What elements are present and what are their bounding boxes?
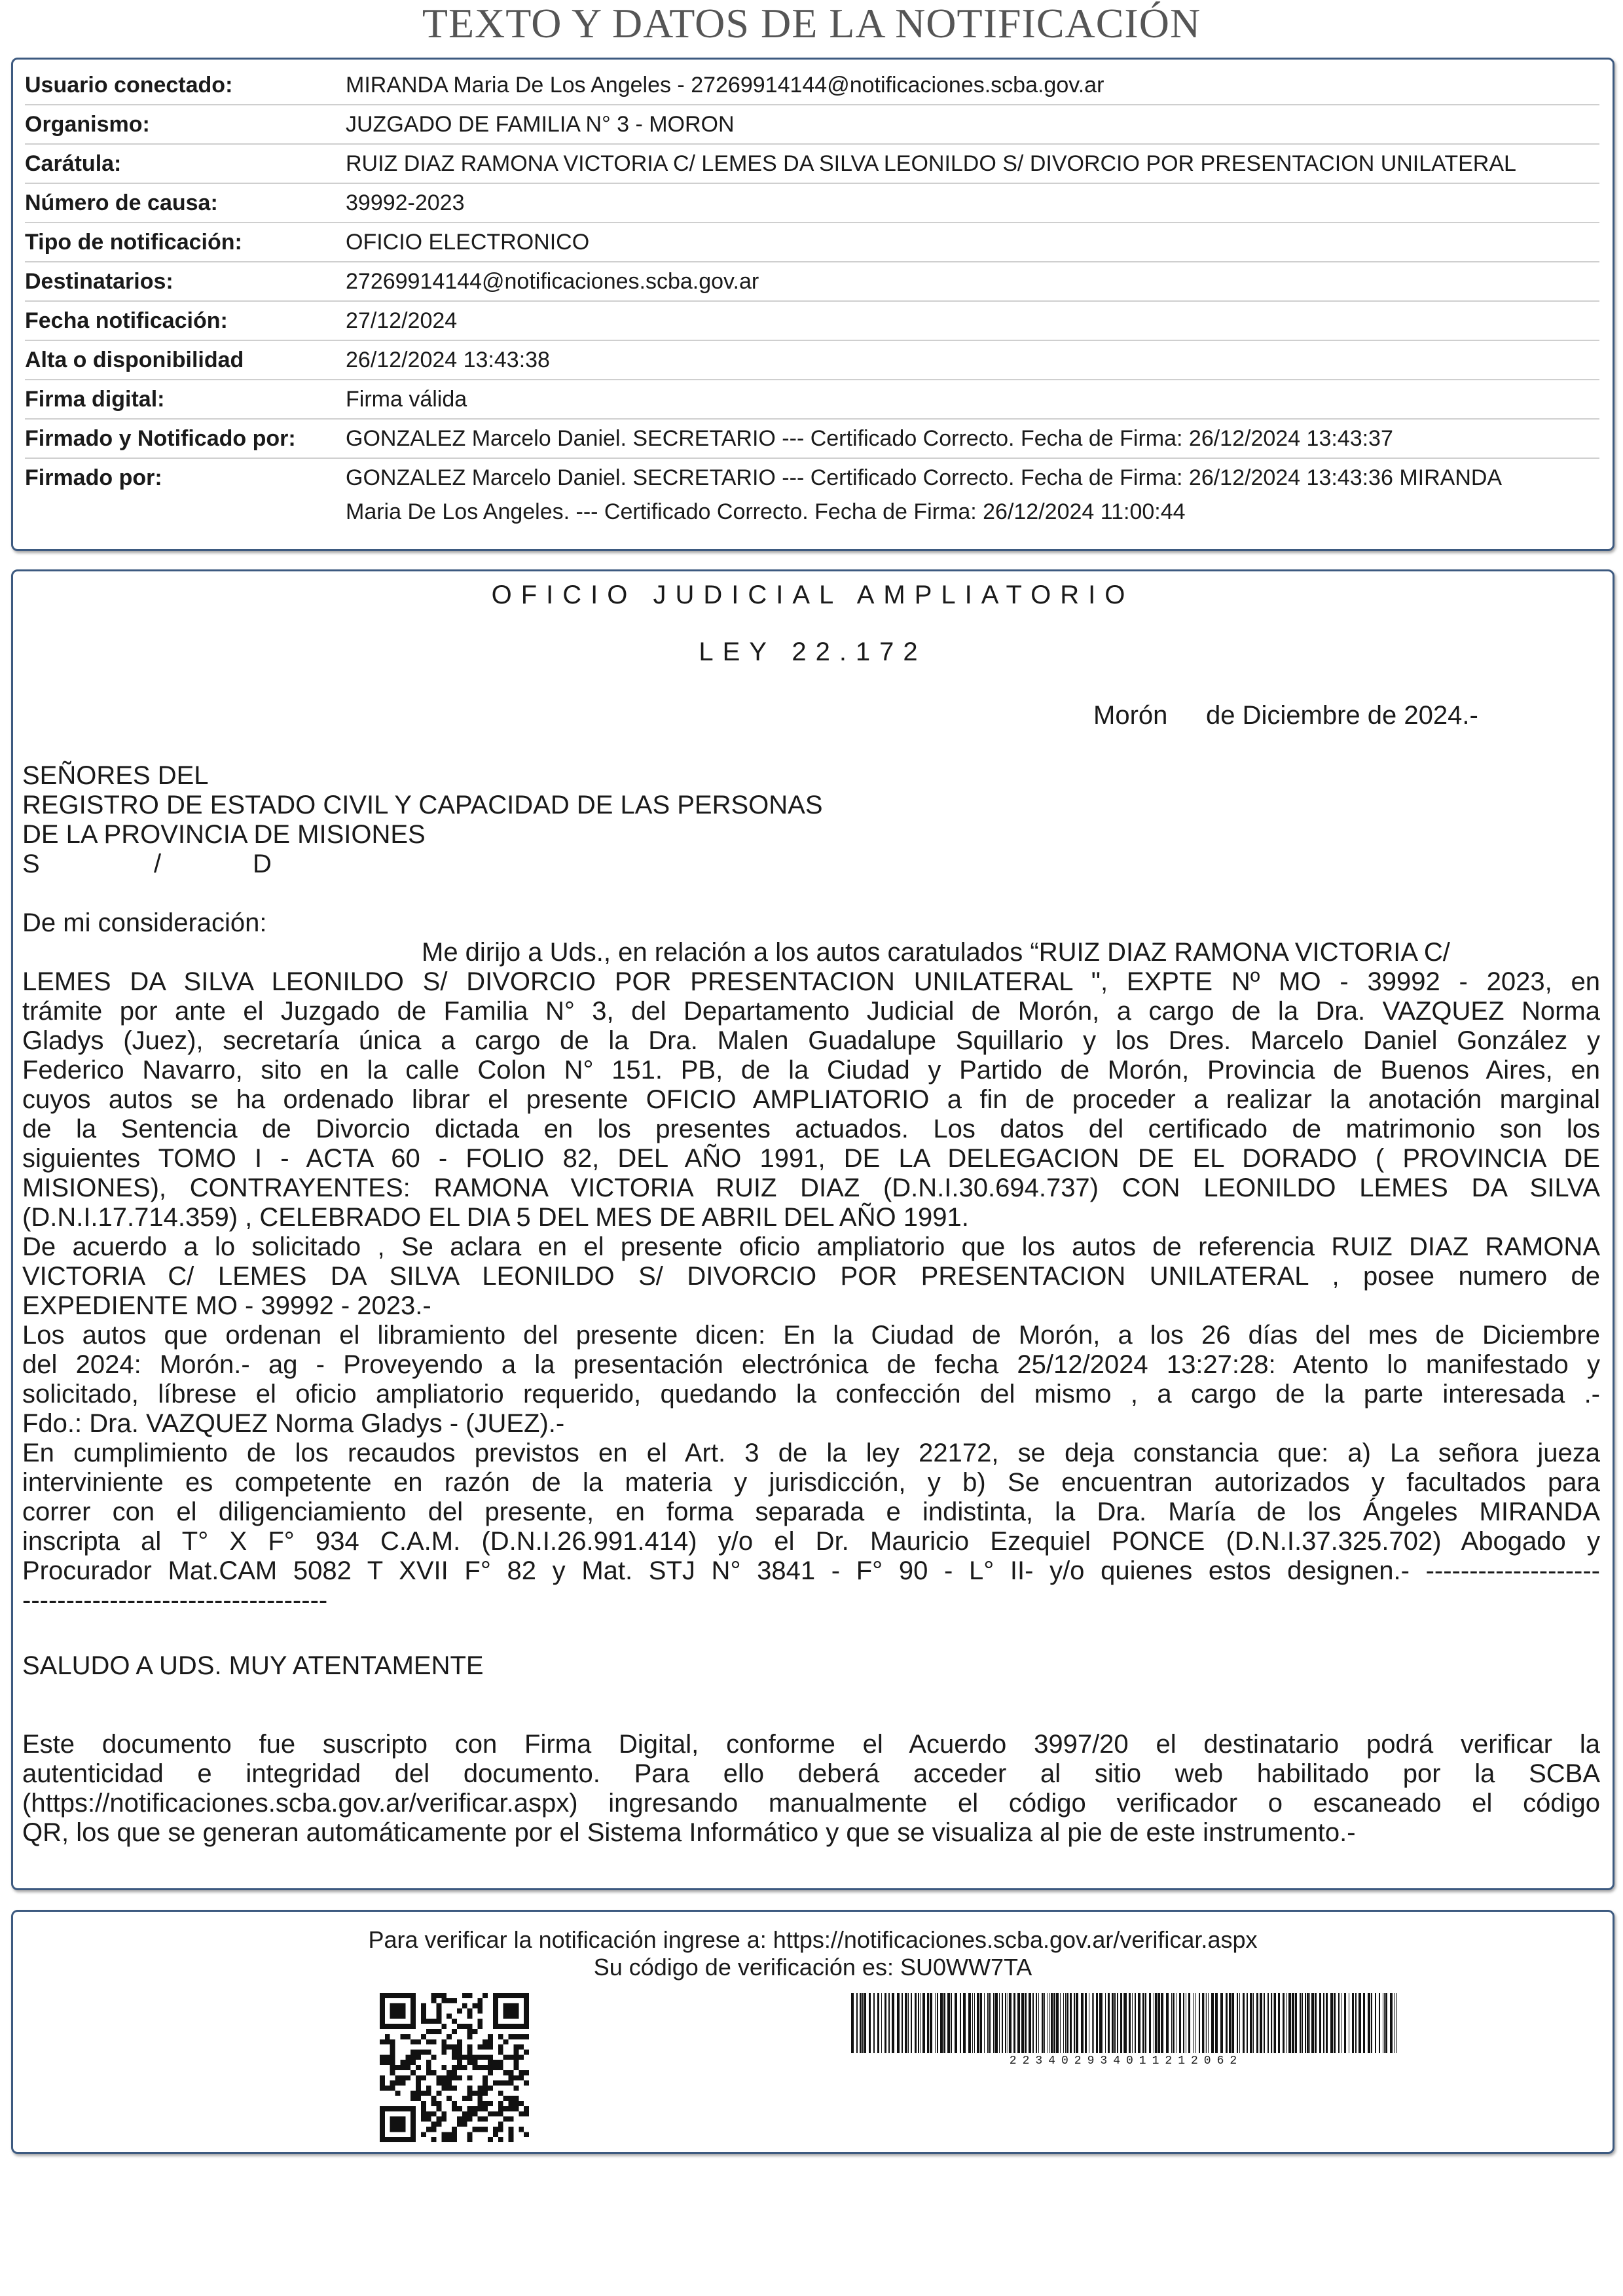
addressee-block <box>22 761 823 850</box>
field-label: Alta o disponibilidad <box>25 348 244 372</box>
header-row-signed-by <box>25 459 1599 524</box>
field-value: Firma válida <box>346 387 467 412</box>
addressee-line: DE LA PROVINCIA DE MISIONES <box>22 820 426 849</box>
verification-panel <box>11 1910 1614 2154</box>
field-value: 27269914144@notificaciones.scba.gov.ar <box>346 269 759 294</box>
field-value: 26/12/2024 13:43:38 <box>346 348 550 372</box>
paragraph-line: LEMES DA SILVA LEONILDO S/ DIVORCIO POR PRESENTACION UNILATERAL ", EXPTE Nº MO - 39992 - 2023, en <box>22 967 1600 996</box>
paragraph-line: En cumplimiento de los recaudos previstos en el Art. 3 de la ley 22172, se deja constancia que: a) La señora jueza <box>22 1439 1600 1467</box>
sd-slash: / <box>154 850 162 878</box>
law-heading: LEY 22.172 <box>699 637 927 666</box>
field-value: 39992-2023 <box>346 190 465 215</box>
field-label: Número de causa: <box>25 190 218 215</box>
paragraph-line: QR, los que se generan automáticamente por el Sistema Informático y que se visualiza al pie de este instrumento.- <box>22 1818 1356 1847</box>
field-label: Tipo de notificación: <box>25 230 242 255</box>
paragraph-line: (https://notificaciones.scba.gov.ar/verificar.aspx) ingresando manualmente el código verificador o escaneado el código <box>22 1789 1600 1818</box>
paragraph-line: del 2024: Morón.- ag - Proveyendo a la presentación electrónica de fecha 25/12/2024 13:27:28: Atento lo manifestado y <box>22 1350 1600 1379</box>
addressee-line: REGISTRO DE ESTADO CIVIL Y CAPACIDAD DE LAS PERSONAS <box>22 791 823 819</box>
paragraph-line: siguientes TOMO I - ACTA 60 - FOLIO 82, DEL AÑO 1991, DE LA DELEGACION DE EL DORADO ( PROVINCIA DE <box>22 1144 1600 1173</box>
document-body-panel <box>11 569 1614 1890</box>
paragraph-line: correr con el diligenciamiento del presente, en forma separada e indistinta, la Dra. María de los Ángeles MIRANDA <box>22 1498 1600 1526</box>
paragraph-line: cuyos autos se ha ordenado librar el presente OFICIO AMPLIATORIO a fin de proceder a realizar la anotación marginal <box>22 1085 1600 1114</box>
verify-url-text: Para verificar la notificación ingrese a: https://notificaciones.scba.gov.ar/verificar.aspx <box>368 1926 1258 1953</box>
header-row-notification-type <box>25 223 1599 262</box>
field-label: Firmado y Notificado por: <box>25 426 296 451</box>
field-value-line: Maria De Los Angeles. --- Certificado Correcto. Fecha de Firma: 26/12/2024 11:00:44 <box>346 499 1186 524</box>
paragraph-request <box>22 938 1600 1615</box>
field-value <box>346 465 1599 525</box>
paragraph-line: Este documento fue suscripto con Firma Digital, conforme el Acuerdo 3997/20 el destinatario podrá verificar la <box>22 1730 1600 1759</box>
field-label: Firmado por: <box>25 465 162 490</box>
paragraph-line: (D.N.I.17.714.359) , CELEBRADO EL DIA 5 DEL MES DE ABRIL DEL AÑO 1991. <box>22 1203 969 1232</box>
verification-code-text: Su código de verificación es: SU0WW7TA <box>593 1954 1032 1981</box>
field-label: Carátula: <box>25 151 122 176</box>
date-text: de Diciembre de 2024.- <box>1206 701 1478 730</box>
addressee-line: SEÑORES DEL <box>22 761 209 790</box>
paragraph-line: trámite por ante el Juzgado de Familia N° 3, del Departamento Judicial de Morón, a cargo de la Dra. VAZQUEZ Norma <box>22 997 1600 1026</box>
paragraph-line: Me dirijo a Uds., en relación a los autos caratulados “RUIZ DIAZ RAMONA VICTORIA C/ <box>422 938 1450 967</box>
field-label: Destinatarios: <box>25 269 173 294</box>
header-row-connected-user <box>25 66 1599 105</box>
field-value: MIRANDA Maria De Los Angeles - 27269914144@notificaciones.scba.gov.ar <box>346 73 1104 98</box>
paragraph-line: De acuerdo a lo solicitado , Se aclara en el presente oficio ampliatorio que los autos de referencia RUIZ DIAZ RAMONA <box>22 1232 1600 1261</box>
paragraph-line: Federico Navarro, sito en la calle Colon N° 151. PB, de la Ciudad y Partido de Morón, Provincia de Buenos Aires, en <box>22 1056 1600 1085</box>
paragraph-line: autenticidad e integridad del documento. Para ello deberá acceder al sitio web habilitado por la SCBA <box>22 1759 1600 1788</box>
greeting: De mi consideración: <box>22 908 267 937</box>
field-label: Firma digital: <box>25 387 165 412</box>
header-row-organism <box>25 105 1599 145</box>
field-label: Organismo: <box>25 112 150 137</box>
barcode-number: 223402934011212062 <box>1009 2054 1243 2068</box>
header-row-case-title <box>25 145 1599 184</box>
field-label: Fecha notificación: <box>25 308 228 333</box>
paragraph-line: Procurador Mat.CAM 5082 T XVII F° 82 y Mat. STJ N° 3841 - F° 90 - L° II- y/o quienes estos designen.- -------------------- <box>22 1556 1600 1585</box>
paragraph-line: de la Sentencia de Divorcio dictada en los presentes actuados. Los datos del certificado de matrimonio son los <box>22 1115 1600 1143</box>
field-label: Usuario conectado: <box>25 73 233 98</box>
barcode-icon <box>851 1993 1401 2053</box>
paragraph-line: Fdo.: Dra. VAZQUEZ Norma Gladys - (JUEZ).- <box>22 1409 565 1438</box>
paragraph-line: VICTORIA C/ LEMES DA SILVA LEONILDO S/ DIVORCIO POR PRESENTACION UNILATERAL , posee numero de <box>22 1262 1600 1291</box>
qr-code-icon <box>380 1993 529 2142</box>
paragraph-line: interviniente es competente en razón de la materia y jurisdicción, y b) Se encuentran autorizados y facultados para <box>22 1468 1600 1497</box>
field-value: OFICIO ELECTRONICO <box>346 230 590 255</box>
document-heading: OFICIO JUDICIAL AMPLIATORIO <box>491 581 1135 609</box>
date-place: Morón <box>1093 701 1168 730</box>
field-value: JUZGADO DE FAMILIA N° 3 - MORON <box>346 112 735 137</box>
header-row-case-number <box>25 184 1599 223</box>
header-row-signed-notified-by <box>25 420 1599 459</box>
closing-salutation: SALUDO A UDS. MUY ATENTAMENTE <box>22 1651 484 1680</box>
sd-d: D <box>253 850 272 878</box>
field-value: 27/12/2024 <box>346 308 458 333</box>
paragraph-line: ----------------------------------- <box>22 1586 328 1615</box>
paragraph-line: Los autos que ordenan el libramiento del presente dicen: En la Ciudad de Morón, a los 26 días del mes de Diciembre <box>22 1321 1600 1350</box>
field-value: GONZALEZ Marcelo Daniel. SECRETARIO --- Certificado Correcto. Fecha de Firma: 26/12/2024 13:43:37 <box>346 426 1393 451</box>
header-row-availability-date <box>25 341 1599 380</box>
field-value: RUIZ DIAZ RAMONA VICTORIA C/ LEMES DA SILVA LEONILDO S/ DIVORCIO POR PRESENTACION UNILATERAL <box>346 151 1516 176</box>
paragraph-line: inscripta al T° X F° 934 C.A.M. (D.N.I.26.991.414) y/o el Dr. Mauricio Ezequiel PONCE (D.N.I.37.325.702) Abogado y <box>22 1527 1600 1556</box>
paragraph-line: EXPEDIENTE MO - 39992 - 2023.- <box>22 1291 431 1320</box>
header-row-digital-signature <box>25 380 1599 420</box>
header-row-recipients <box>25 262 1599 302</box>
field-value-line: GONZALEZ Marcelo Daniel. SECRETARIO --- Certificado Correcto. Fecha de Firma: 26/12/2024 13:43:36 MIRANDA <box>346 465 1503 490</box>
paragraph-line: MISIONES), CONTRAYENTES: RAMONA VICTORIA RUIZ DIAZ (D.N.I.30.694.737) CON LEONILDO LEMES DA SILVA <box>22 1174 1600 1202</box>
paragraph-line: Gladys (Juez), secretaría única a cargo de la Dra. Malen Guadalupe Squillario y los Dres. Marcelo Daniel González y <box>22 1026 1600 1055</box>
digital-signature-notice <box>22 1730 1600 1848</box>
header-row-notification-date <box>25 302 1599 341</box>
page-title: TEXTO Y DATOS DE LA NOTIFICACIÓN <box>422 0 1201 46</box>
notification-data-panel <box>11 58 1614 551</box>
sd-s: S <box>22 850 40 878</box>
paragraph-line: solicitado, líbrese el oficio ampliatorio requerido, quedando la confección del mismo , a cargo de la parte interesada .- <box>22 1380 1600 1408</box>
